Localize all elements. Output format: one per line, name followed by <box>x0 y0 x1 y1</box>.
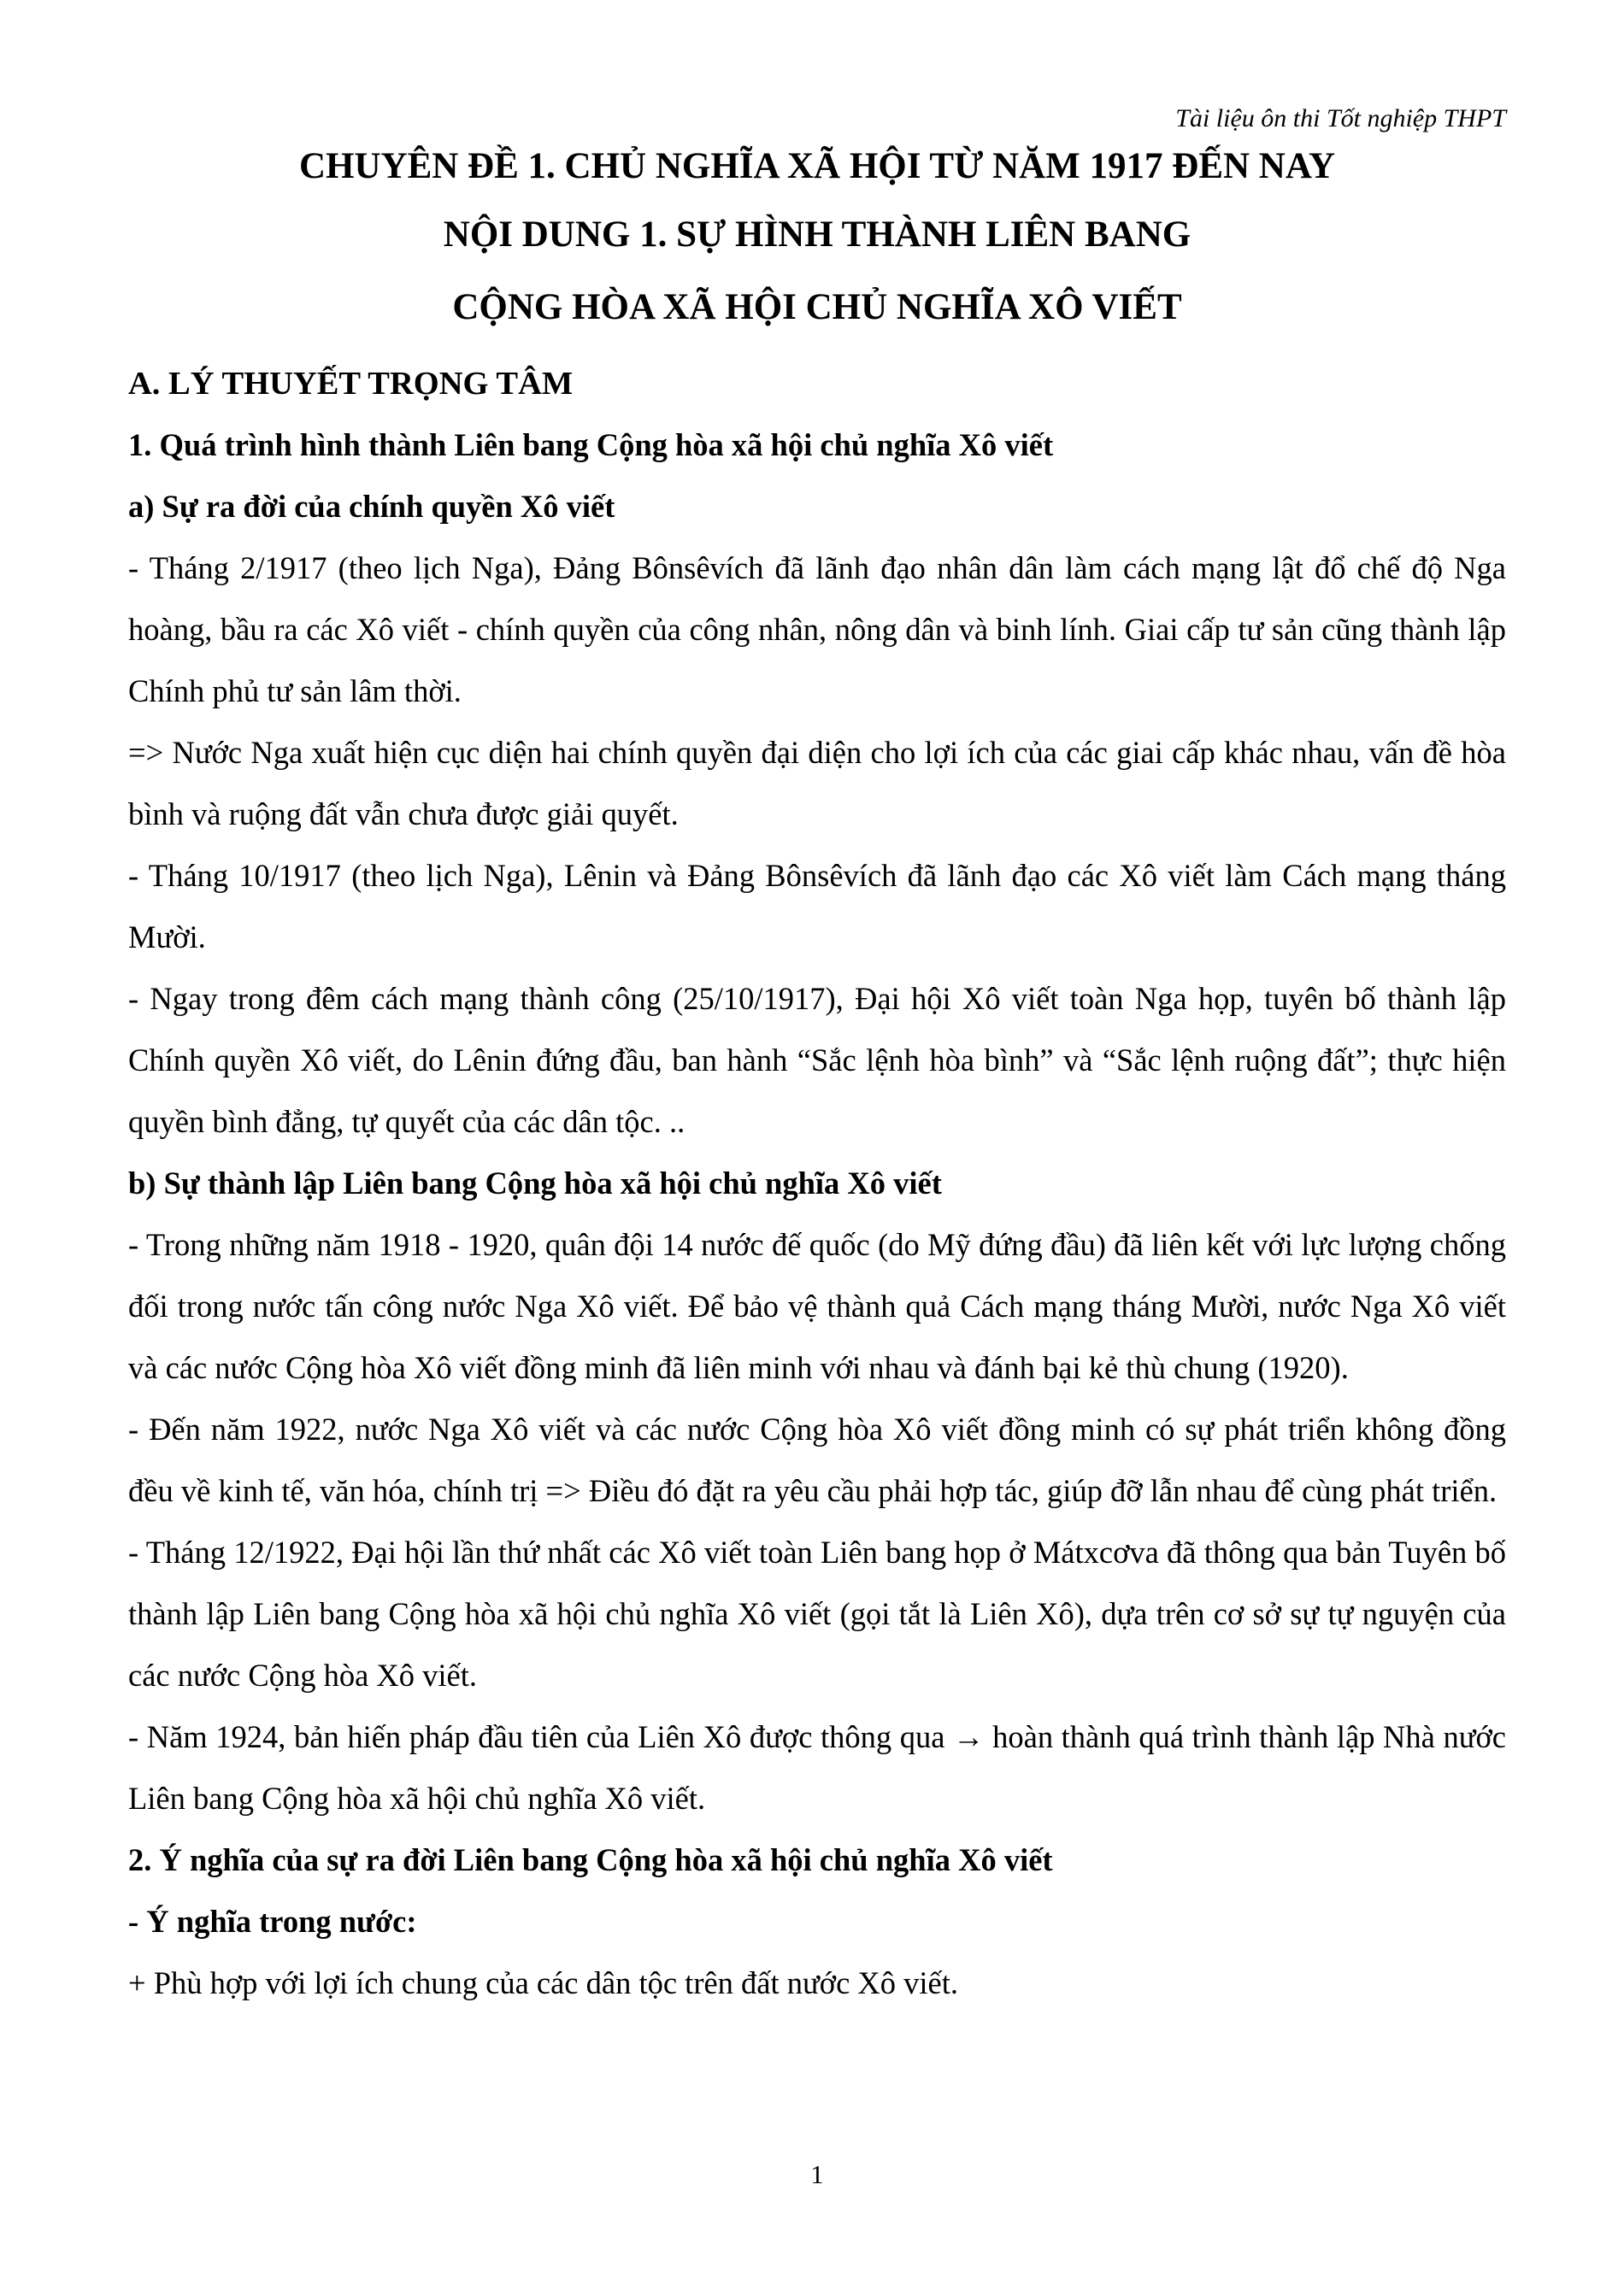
section-a-heading: A. LÝ THUYẾT TRỌNG TÂM <box>128 366 574 402</box>
content-title: NỘI DUNG 1. SỰ HÌNH THÀNH LIÊN BANG <box>443 214 1192 255</box>
heading-2-sub: - Ý nghĩa trong nước: <box>128 1904 417 1939</box>
heading-2: 2. Ý nghĩa của sự ra đời Liên bang Cộng hòa xã hội chủ nghĩa Xô viết <box>128 1842 1053 1877</box>
heading-1: 1. Quá trình hình thành Liên bang Cộng hòa xã hội chủ nghĩa Xô viết <box>128 427 1054 462</box>
paragraph: - Đến năm 1922, nước Nga Xô viết và các nước Cộng hòa Xô viết đồng minh có sự phát triển không đồng đều về kinh tế, văn hóa, chính trị => Điều đó đặt ra yêu cầu phải hợp tác, giúp đỡ lẫn nhau để cùng phát triển. <box>128 1412 1506 1508</box>
header-note: Tài liệu ôn thi Tốt nghiệp THPT <box>1175 104 1506 132</box>
heading-1a: a) Sự ra đời của chính quyền Xô viết <box>128 489 615 524</box>
paragraph: - Trong những năm 1918 - 1920, quân đội 14 nước đế quốc (do Mỹ đứng đầu) đã liên kết với lực lượng chống đối trong nước tấn công nước Nga Xô viết. Để bảo vệ thành quả Cách mạng tháng Mười, nước Nga Xô viết và các nước Cộng hòa Xô viết đồng minh đã liên minh với nhau và đánh bại kẻ thù chung (1920). <box>128 1227 1506 1385</box>
paragraph: - Năm 1924, bản hiến pháp đầu tiên của Liên Xô được thông qua → hoàn thành quá trình thành lập Nhà nước Liên bang Cộng hòa xã hội chủ nghĩa Xô viết. <box>128 1719 1506 1816</box>
paragraph: - Ngay trong đêm cách mạng thành công (25/10/1917), Đại hội Xô viết toàn Nga họp, tuyên bố thành lập Chính quyền Xô viết, do Lênin đứng đầu, ban hành “Sắc lệnh hòa bình” và “Sắc lệnh ruộng đất”; thực hiện quyền bình đẳng, tự quyết của các dân tộc. .. <box>128 981 1506 1139</box>
page-number: 1 <box>810 2159 824 2189</box>
document-body <box>128 353 1506 2014</box>
paragraph: - Tháng 10/1917 (theo lịch Nga), Lênin và Đảng Bônsêvích đã lãnh đạo các Xô viết làm Cách mạng tháng Mười. <box>128 858 1506 954</box>
paragraph: => Nước Nga xuất hiện cục diện hai chính quyền đại diện cho lợi ích của các giai cấp khác nhau, vấn đề hòa bình và ruộng đất vẫn chưa được giải quyết. <box>128 735 1506 831</box>
content-subtitle: CỘNG HÒA XÃ HỘI CHỦ NGHĨA XÔ VIẾT <box>452 287 1182 327</box>
paragraph: - Tháng 2/1917 (theo lịch Nga), Đảng Bônsêvích đã lãnh đạo nhân dân làm cách mạng lật đổ chế độ Nga hoàng, bầu ra các Xô viết - chính quyền của công nhân, nông dân và binh lính. Giai cấp tư sản cũng thành lập Chính phủ tư sản lâm thời. <box>128 550 1506 708</box>
paragraph: - Tháng 12/1922, Đại hội lần thứ nhất các Xô viết toàn Liên bang họp ở Mátxcơva đã thông qua bản Tuyên bố thành lập Liên bang Cộng hòa xã hội chủ nghĩa Xô viết (gọi tắt là Liên Xô), dựa trên cơ sở sự tự nguyện của các nước Cộng hòa Xô viết. <box>128 1535 1506 1693</box>
topic-title: CHUYÊN ĐỀ 1. CHỦ NGHĨA XÃ HỘI TỪ NĂM 1917 ĐẾN NAY <box>298 146 1336 186</box>
heading-1b: b) Sự thành lập Liên bang Cộng hòa xã hội chủ nghĩa Xô viết <box>128 1166 942 1201</box>
paragraph: + Phù hợp với lợi ích chung của các dân tộc trên đất nước Xô viết. <box>128 1965 959 2000</box>
